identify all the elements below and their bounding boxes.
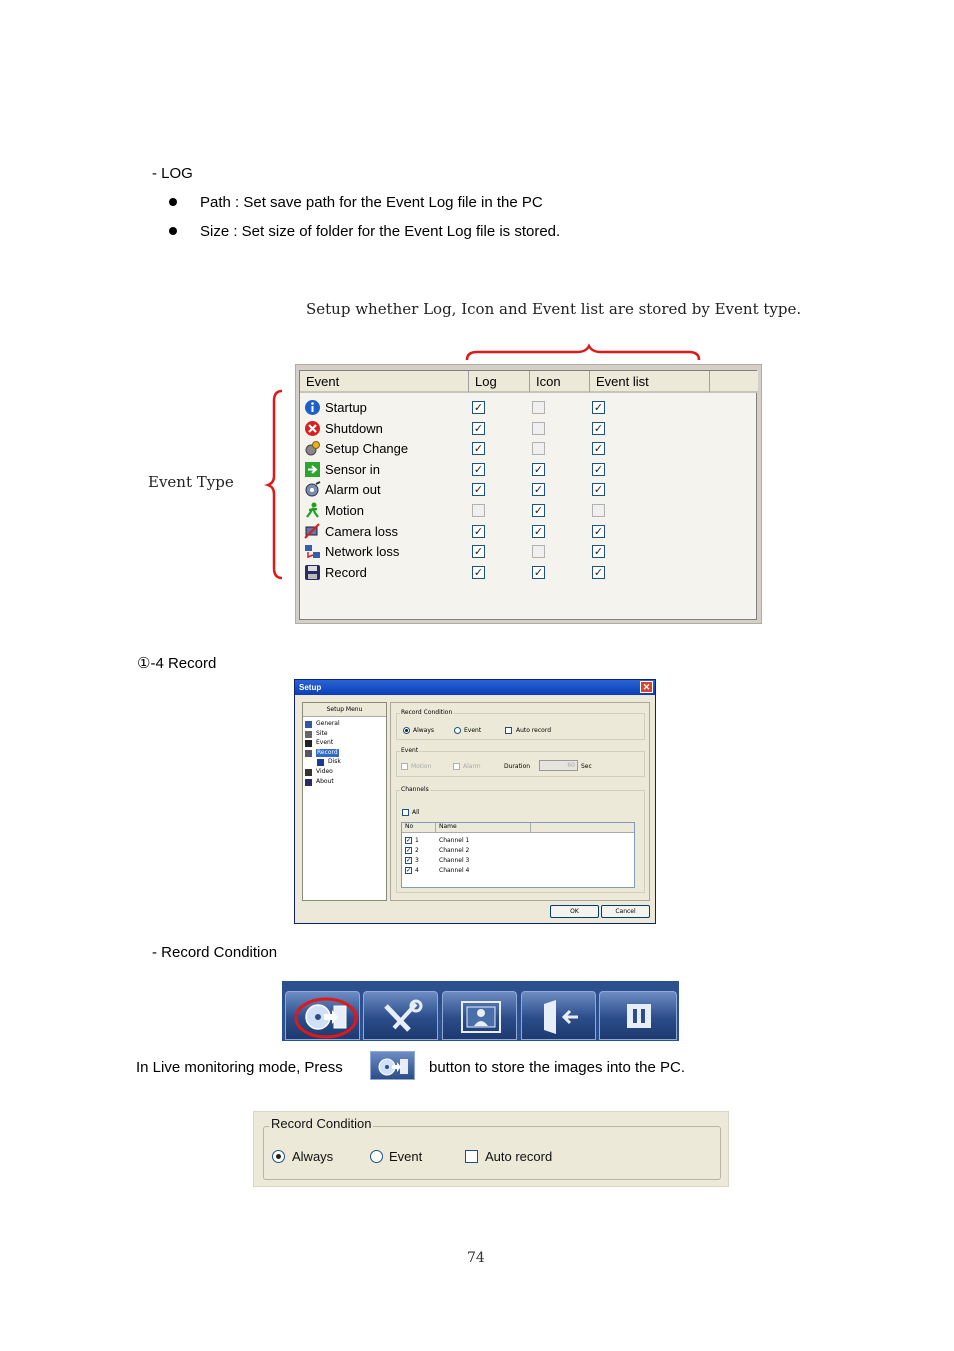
event-row bbox=[300, 563, 758, 583]
event-name: Record bbox=[325, 564, 367, 580]
record-condition-legend: Record Condition bbox=[271, 1116, 372, 1131]
motion-checkbox[interactable] bbox=[401, 763, 408, 770]
event-name: Startup bbox=[325, 400, 367, 415]
network-loss-icon bbox=[304, 543, 321, 560]
channel-name: Channel 2 bbox=[439, 847, 470, 854]
disk-icon bbox=[317, 759, 324, 766]
event-icon bbox=[305, 740, 312, 747]
menu-item-label: Video bbox=[316, 768, 333, 775]
bullet-path: Path : Set save path for the Event Log file in the PC bbox=[200, 194, 543, 211]
channel-checkbox[interactable]: ✓ bbox=[406, 838, 412, 844]
icon-checkbox[interactable] bbox=[532, 545, 545, 558]
channel-no: 3 bbox=[415, 857, 419, 864]
channel-row[interactable] bbox=[402, 856, 632, 866]
log-checkbox[interactable]: ✓ bbox=[473, 524, 484, 538]
event-list-checkbox[interactable]: ✓ bbox=[593, 462, 604, 476]
bullet-dot bbox=[169, 227, 177, 235]
channel-row[interactable] bbox=[402, 836, 632, 846]
menu-item-label: General bbox=[316, 720, 340, 727]
icon-checkbox[interactable]: ✓ bbox=[533, 504, 544, 517]
event-row bbox=[300, 501, 758, 521]
setup-dialog bbox=[294, 679, 656, 924]
cancel-button[interactable]: Cancel bbox=[601, 905, 650, 918]
event-table bbox=[299, 370, 757, 620]
log-checkbox[interactable] bbox=[472, 504, 485, 517]
pause-button[interactable] bbox=[599, 991, 677, 1040]
auto-record-label: Auto record bbox=[485, 1149, 553, 1164]
record-condition-heading: - Record Condition bbox=[152, 944, 278, 961]
col-header-log[interactable]: Log bbox=[469, 371, 530, 393]
left-brace-annotation bbox=[264, 388, 286, 582]
record-button-inline bbox=[370, 1051, 415, 1080]
col-header-no[interactable]: No bbox=[402, 823, 436, 833]
event-list-checkbox[interactable]: ✓ bbox=[593, 524, 604, 538]
event-list-checkbox[interactable]: ✓ bbox=[593, 401, 604, 414]
record-heading: ①-4 Record bbox=[137, 655, 217, 672]
record-condition-panel bbox=[253, 1111, 729, 1187]
fullscreen-button[interactable] bbox=[442, 991, 517, 1040]
duration-unit: Sec bbox=[581, 763, 592, 770]
camera-loss-icon bbox=[304, 523, 321, 540]
channel-name: Channel 4 bbox=[439, 867, 470, 874]
event-name: Setup Change bbox=[325, 441, 409, 457]
channel-row[interactable] bbox=[402, 846, 632, 856]
event-row bbox=[300, 460, 758, 480]
ok-button[interactable]: OK bbox=[550, 905, 599, 918]
record-icon bbox=[371, 1052, 416, 1081]
highlight-circle-annotation bbox=[291, 995, 361, 1041]
all-label: All bbox=[412, 809, 420, 816]
event-list-checkbox[interactable]: ✓ bbox=[593, 483, 604, 497]
top-brace-annotation bbox=[462, 342, 706, 364]
alarm-label: Alarm bbox=[463, 763, 481, 770]
log-checkbox[interactable]: ✓ bbox=[473, 565, 484, 579]
startup-icon bbox=[304, 399, 321, 416]
record-condition-legend: Record Condition bbox=[401, 709, 453, 716]
press-text-after: button to store the images into the PC. bbox=[429, 1059, 685, 1076]
event-name: Network loss bbox=[325, 544, 400, 560]
press-text-before: In Live monitoring mode, Press bbox=[136, 1059, 343, 1076]
event-list-checkbox[interactable]: ✓ bbox=[593, 565, 604, 579]
bullet-size: Size : Set size of folder for the Event Log file is stored. bbox=[200, 223, 561, 240]
log-checkbox[interactable]: ✓ bbox=[473, 483, 484, 497]
event-row bbox=[300, 419, 758, 439]
setup-button[interactable] bbox=[363, 991, 438, 1040]
col-header-blank bbox=[531, 823, 634, 833]
col-header-name[interactable]: Name bbox=[436, 823, 531, 833]
col-header-event-list[interactable]: Event list bbox=[590, 371, 710, 393]
page-number: 74 bbox=[467, 1250, 485, 1266]
event-name: Motion bbox=[325, 503, 365, 518]
menu-item-label: Disk bbox=[328, 758, 341, 766]
icon-checkbox[interactable] bbox=[532, 422, 545, 435]
event-row bbox=[300, 480, 758, 500]
site-icon bbox=[305, 731, 312, 738]
event-type-label: Event Type bbox=[148, 473, 234, 491]
event-radio-label: Event bbox=[464, 727, 482, 734]
exit-button[interactable] bbox=[521, 991, 596, 1040]
alarm-out-icon bbox=[304, 481, 321, 498]
icon-checkbox[interactable]: ✓ bbox=[533, 483, 544, 497]
event-group-legend: Event bbox=[401, 747, 419, 754]
duration-label: Duration bbox=[504, 763, 531, 770]
event-row bbox=[300, 398, 758, 418]
event-row bbox=[300, 439, 758, 459]
channel-checkbox[interactable]: ✓ bbox=[406, 868, 412, 874]
about-icon bbox=[305, 779, 312, 786]
channel-checkbox[interactable]: ✓ bbox=[406, 858, 412, 864]
col-header-icon[interactable]: Icon bbox=[530, 371, 590, 393]
icon-checkbox[interactable]: ✓ bbox=[533, 524, 544, 538]
col-header-event[interactable]: Event bbox=[300, 371, 469, 393]
auto-record-label: Auto record bbox=[516, 727, 552, 734]
event-row bbox=[300, 542, 758, 562]
caption-setup: Setup whether Log, Icon and Event list are stored by Event type. bbox=[306, 300, 802, 318]
video-icon bbox=[305, 769, 312, 776]
icon-checkbox[interactable] bbox=[532, 401, 545, 414]
event-radio[interactable] bbox=[370, 1150, 383, 1163]
event-list-checkbox[interactable]: ✓ bbox=[593, 545, 604, 559]
exit-icon bbox=[522, 992, 597, 1041]
all-checkbox[interactable] bbox=[402, 809, 409, 816]
channels-legend: Channels bbox=[401, 786, 429, 793]
motion-label: Motion bbox=[411, 763, 432, 770]
channel-no: 2 bbox=[415, 847, 419, 854]
live-toolbar bbox=[282, 981, 679, 1041]
event-name: Shutdown bbox=[325, 420, 383, 436]
event-list-checkbox[interactable]: ✓ bbox=[593, 421, 604, 435]
record-icon bbox=[305, 750, 312, 757]
event-list-checkbox[interactable] bbox=[592, 504, 605, 517]
menu-item-label: Record bbox=[317, 748, 338, 756]
duration-input[interactable]: 60 bbox=[539, 760, 578, 771]
event-radio[interactable] bbox=[454, 727, 461, 734]
log-checkbox[interactable]: ✓ bbox=[473, 442, 484, 456]
channel-checkbox[interactable]: ✓ bbox=[406, 848, 412, 854]
log-checkbox[interactable]: ✓ bbox=[473, 462, 484, 476]
always-radio[interactable] bbox=[272, 1150, 285, 1163]
event-row bbox=[300, 522, 758, 542]
setup-change-icon bbox=[304, 440, 321, 457]
event-name: Alarm out bbox=[325, 482, 381, 498]
close-button[interactable]: ✕ bbox=[640, 681, 653, 693]
channel-name: Channel 3 bbox=[439, 857, 470, 864]
record-button[interactable] bbox=[285, 991, 360, 1040]
log-checkbox[interactable]: ✓ bbox=[473, 421, 484, 435]
dialog-title: Setup bbox=[295, 680, 655, 695]
auto-record-checkbox[interactable] bbox=[465, 1150, 478, 1163]
channels-list bbox=[401, 822, 635, 888]
log-checkbox[interactable]: ✓ bbox=[473, 401, 484, 414]
fullscreen-icon bbox=[443, 992, 518, 1041]
auto-record-checkbox[interactable] bbox=[505, 727, 512, 734]
channel-name: Channel 1 bbox=[439, 837, 470, 844]
menu-item-label: Event bbox=[316, 739, 334, 747]
setup-tools-icon bbox=[364, 992, 439, 1041]
pause-icon bbox=[600, 992, 678, 1041]
always-label: Always bbox=[413, 727, 435, 734]
event-list-checkbox[interactable]: ✓ bbox=[593, 442, 604, 456]
channel-row[interactable] bbox=[402, 866, 632, 876]
setup-menu-title: Setup Menu bbox=[303, 703, 386, 717]
channel-no: 1 bbox=[415, 837, 419, 844]
event-table-panel bbox=[295, 364, 762, 624]
icon-checkbox[interactable]: ✓ bbox=[533, 565, 544, 579]
alarm-checkbox[interactable] bbox=[453, 763, 460, 770]
general-icon bbox=[305, 721, 312, 728]
event-label: Event bbox=[389, 1149, 423, 1164]
shutdown-icon bbox=[304, 420, 321, 437]
menu-item-label: Site bbox=[316, 729, 328, 737]
record-icon bbox=[304, 564, 321, 581]
log-checkbox[interactable]: ✓ bbox=[473, 545, 484, 559]
menu-item-label: About bbox=[316, 777, 334, 785]
event-name: Sensor in bbox=[325, 461, 380, 477]
event-name: Camera loss bbox=[325, 523, 398, 539]
always-label: Always bbox=[292, 1149, 334, 1164]
always-radio[interactable] bbox=[403, 727, 410, 734]
setup-content bbox=[390, 702, 650, 901]
motion-icon bbox=[304, 502, 321, 519]
icon-checkbox[interactable]: ✓ bbox=[533, 462, 544, 476]
channel-no: 4 bbox=[415, 867, 419, 874]
sensor-in-icon bbox=[304, 461, 321, 478]
log-heading: - LOG bbox=[152, 165, 193, 182]
setup-menu-panel bbox=[302, 702, 387, 901]
col-header-blank bbox=[710, 371, 758, 393]
icon-checkbox[interactable] bbox=[532, 442, 545, 455]
bullet-dot bbox=[169, 198, 177, 206]
